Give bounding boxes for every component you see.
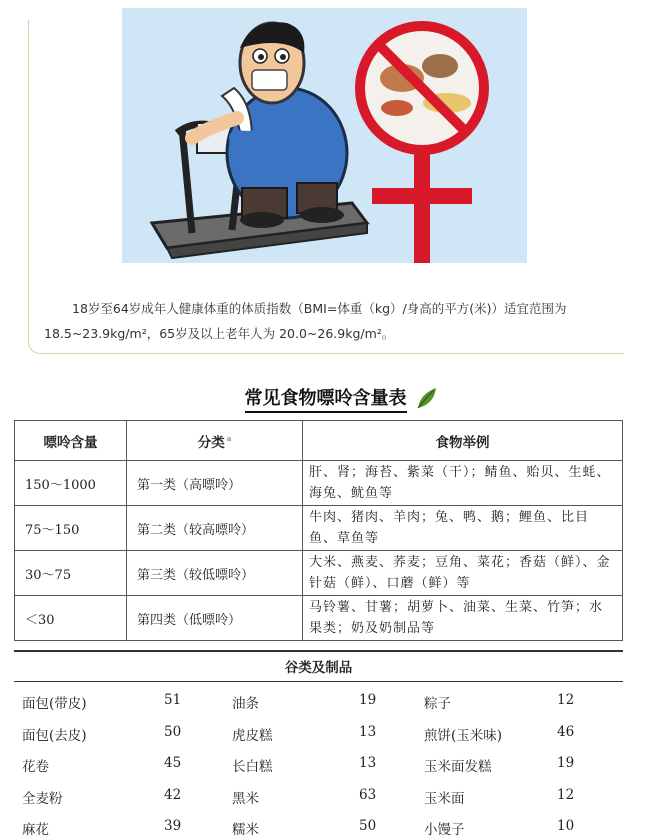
table-row xyxy=(15,506,623,551)
leaf-icon xyxy=(416,386,438,410)
food-name: 面包(带皮) xyxy=(22,696,87,712)
cell-examples: 牛肉、猪肉、羊肉；兔、鸭、鹅；鲤鱼、比目鱼、草鱼等 xyxy=(303,506,623,551)
bmi-intro-text: 18岁至64岁成年人健康体重的体质指数（BMI=体重（kg）/身高的平方(米)）适宜范围为 18.5~23.9kg/m²，65岁及以上老年人为 20.0~26.9kg/m²。 xyxy=(44,301,567,341)
food-name: 糯米 xyxy=(232,822,259,837)
cell-amount: 150～1000 xyxy=(15,461,127,506)
cell-examples: 马铃薯、甘薯；胡萝卜、油菜、生菜、竹笋；水果类；奶及奶制品等 xyxy=(303,596,623,641)
bmi-intro-paragraph xyxy=(44,296,619,346)
illustration-treadmill-no-junk-food xyxy=(122,8,527,263)
food-name: 煎饼(玉米味) xyxy=(424,727,503,744)
header-mark: a xyxy=(226,434,232,443)
purine-value: 45 xyxy=(164,755,182,771)
table-title-wrap xyxy=(0,384,651,413)
food-name: 玉米面发糕 xyxy=(424,759,492,775)
table-row xyxy=(15,551,623,596)
purine-value: 12 xyxy=(557,692,575,708)
food-name: 虎皮糕 xyxy=(232,727,273,744)
table-title: 常见食物嘌呤含量表 xyxy=(245,384,407,413)
purine-value: 42 xyxy=(164,786,182,803)
list-row xyxy=(14,686,623,718)
cell-category: 第一类（高嘌呤） xyxy=(127,461,303,506)
food-name: 小馒子 xyxy=(424,822,465,837)
food-name: 粽子 xyxy=(424,696,451,712)
purine-value: 10 xyxy=(557,818,575,834)
purine-value: 63 xyxy=(359,786,377,803)
cell-category: 第四类（低嘌呤） xyxy=(127,596,303,641)
food-name: 黑米 xyxy=(232,790,259,807)
food-name: 油条 xyxy=(232,696,259,712)
purine-value: 19 xyxy=(557,755,575,771)
list-row xyxy=(14,781,623,813)
food-name: 花卷 xyxy=(22,759,49,775)
food-name: 玉米面 xyxy=(424,790,465,807)
cell-examples: 肝、肾；海苔、紫菜（干）；鲭鱼、贻贝、生蚝、海兔、鱿鱼等 xyxy=(303,461,623,506)
list-row xyxy=(14,812,623,837)
purine-value: 12 xyxy=(557,786,575,803)
purine-category-table xyxy=(14,420,623,641)
cell-examples: 大米、燕麦、荞麦；豆角、菜花；香菇（鲜）、金针菇（鲜）、口蘑（鲜）等 xyxy=(303,551,623,596)
list-row xyxy=(14,718,623,750)
cell-category: 第二类（较高嘌呤） xyxy=(127,506,303,551)
table-header-row xyxy=(15,421,623,461)
purine-value: 13 xyxy=(359,723,377,740)
purine-value: 50 xyxy=(359,818,377,834)
header-amount: 嘌呤含量 xyxy=(15,421,127,461)
purine-value: 46 xyxy=(557,723,575,740)
cell-amount: 30～75 xyxy=(15,551,127,596)
food-name: 麻花 xyxy=(22,822,49,837)
cell-amount: ＜30 xyxy=(15,596,127,641)
grain-purine-list xyxy=(14,686,623,837)
grain-section-title: 谷类及制品 xyxy=(284,660,353,676)
cell-amount: 75～150 xyxy=(15,506,127,551)
purine-value: 50 xyxy=(164,723,182,740)
table-row xyxy=(15,596,623,641)
table-row xyxy=(15,461,623,506)
header-examples: 食物举例 xyxy=(303,421,623,461)
purine-value: 51 xyxy=(164,692,182,708)
list-row xyxy=(14,749,623,781)
food-name: 面包(去皮) xyxy=(22,727,87,744)
header-category: 分类 $^a$ xyxy=(127,421,303,461)
grain-top-rule xyxy=(14,650,623,652)
cell-category: 第三类（较低嘌呤） xyxy=(127,551,303,596)
purine-value: 19 xyxy=(359,692,377,708)
food-name: 全麦粉 xyxy=(22,790,63,807)
card-left-border xyxy=(28,20,29,342)
grain-title-rule xyxy=(14,681,623,682)
purine-value: 13 xyxy=(359,755,377,771)
food-name: 长白糕 xyxy=(232,759,273,775)
purine-value: 39 xyxy=(164,818,182,834)
